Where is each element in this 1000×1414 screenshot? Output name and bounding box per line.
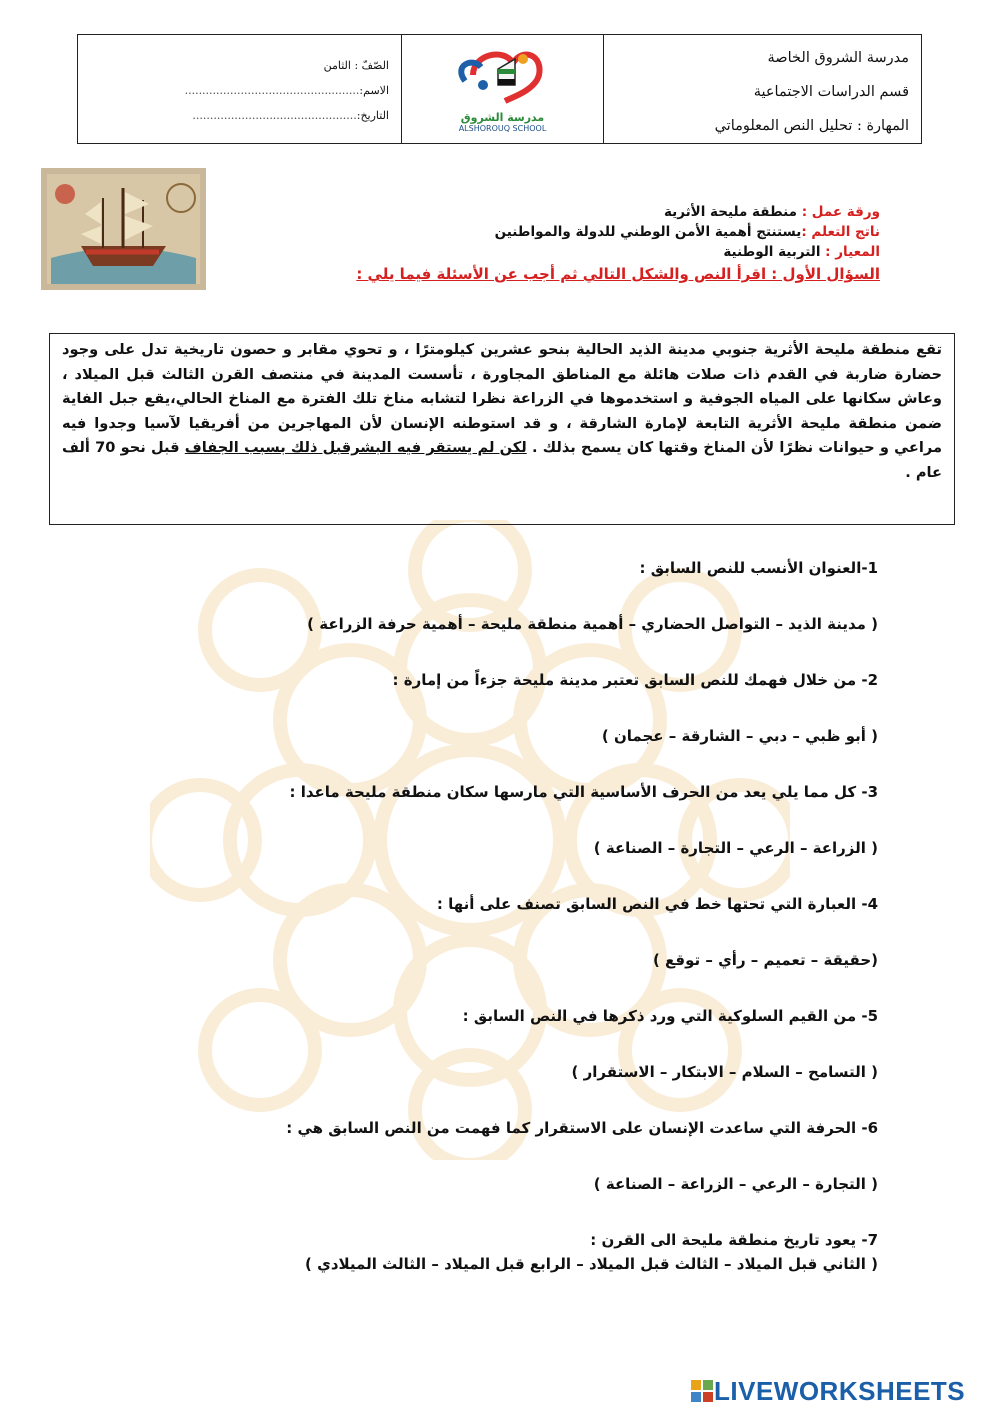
options-1[interactable]: ( مدينة الذيد – التواصل الحضاري – أهمية منطقة مليحة – أهمية حرفة الزراعة ): [307, 615, 878, 633]
liveworksheets-text: LIVEWORKSHEETS: [714, 1375, 966, 1406]
worksheet-label: ورقة عمل :: [801, 204, 880, 220]
outcome-label: ناتج التعلم :: [801, 224, 880, 240]
name-row: [78, 80, 389, 105]
options-5[interactable]: ( التسامح – السلام – الابتكار – الاستقرار ): [571, 1063, 878, 1081]
liveworksheets-brand[interactable]: [690, 1376, 990, 1406]
grade-label: الصّفّ : الثامن: [323, 59, 389, 72]
ship-book-image: [41, 168, 206, 290]
department-name: قسم الدراسات الاجتماعية: [753, 84, 909, 100]
question-6: 6- الحرفة التي ساعدت الإنسان على الاستقرار كما فهمت من النص السابق هي :: [286, 1119, 878, 1137]
question-3: 3- كل مما يلي يعد من الحرف الأساسية التي مارسها سكان منطقة مليحة ماعدا :: [289, 783, 878, 801]
standard-text: التربية الوطنية: [723, 244, 826, 260]
date-row: [78, 105, 389, 130]
question-one-heading: السؤال الأول : اقرأ النص والشكل التالي ثم أجب عن الأسئلة فيما يلي :: [356, 265, 880, 283]
question-4: 4- العبارة التي تحتها خط في النص السابق تصنف على أنها :: [436, 895, 878, 913]
question-5: 5- من القيم السلوكية التي ورد ذكرها في النص السابق :: [462, 1007, 878, 1025]
date-field[interactable]: ...............................................: [192, 109, 357, 122]
date-label: التاريخ:: [356, 109, 389, 122]
worksheet-title-row: [320, 202, 880, 222]
logo-english-text: ALSHOROUQ SCHOOL: [458, 124, 547, 133]
question-1: 1-العنوان الأنسب للنص السابق :: [639, 559, 878, 577]
worksheet-info: [320, 202, 880, 284]
school-info: [603, 35, 921, 143]
questions-list: [118, 556, 878, 1276]
options-3[interactable]: ( الزراعة – الرعي – التجارة – الصناعة ): [593, 839, 878, 857]
liveworksheets-logo-icon: [690, 1379, 714, 1403]
passage-underlined: لكن لم يستقر فيه البشرقبل ذلك بسبب الجفاف: [184, 439, 527, 456]
school-logo: [401, 35, 603, 143]
standard-label: المعيار :: [825, 244, 880, 260]
options-7[interactable]: ( الثاني قبل الميلاد – الثالث قبل الميلاد – الرابع قبل الميلاد – الثالث الميلادي ): [305, 1255, 878, 1273]
passage-text: تقع منطقة مليحة الأثرية جنوبي مدينة الذيد الحالية بنحو عشرين كيلومترًا ، و تحوي مقابر و حصون تاريخية تدل على وجود حضارة ضاربة في القدم ذات صلات هائلة مع المناطق المجاورة ، تأسست المدينة في منتصف القرن الثالث قبل الميلاد ، وعاش سكانها على المياه الجوفية و استخدموها في الزراعة نظرا لتشابه مناخ تلك الفترة مع المناخ الحالي،يقع جبل الفاية ضمن منطقة مليحة الأثرية التابعة لإمارة الشارقة ، و قد استوطنه الإنسان لأن المهاجرين من أفريقيا لآسيا وجدوا فيه مراعي و حيوانات نظرًا لأن المناخ وقتها كان يسمح بذلك .: [62, 341, 942, 456]
header-table: [77, 34, 922, 144]
options-2[interactable]: ( أبو ظبي – دبي – الشارقة – عجمان ): [601, 727, 878, 745]
skill-label: المهارة : تحليل النص المعلوماتي: [714, 118, 909, 134]
logo-arabic-text: مدرسة الشروق: [460, 111, 545, 124]
school-name: مدرسة الشروق الخاصة: [767, 50, 909, 66]
question-7: 7- يعود تاريخ منطقة مليحة الى القرن :: [590, 1231, 878, 1249]
standard-row: [320, 242, 880, 262]
options-6[interactable]: ( التجارة – الرعي – الزراعة – الصناعة ): [593, 1175, 878, 1193]
student-info: [78, 35, 401, 143]
reading-passage: [49, 333, 955, 525]
worksheet-title: منطقة مليحة الأثرية: [663, 204, 802, 220]
outcome-row: [320, 222, 880, 242]
name-label: الاسم:: [359, 84, 389, 97]
outcome-text: يستنتج أهمية الأمن الوطني للدولة والمواطنين: [494, 224, 802, 240]
options-4[interactable]: (حقيقة – تعميم – رأي – توقع ): [652, 951, 878, 969]
passage-ending: قبل نحو 70 ألف عام .: [62, 439, 942, 481]
question-2: 2- من خلال فهمك للنص السابق تعتبر مدينة مليحة جزءاً من إمارة :: [392, 671, 878, 689]
logo-icon: [443, 45, 563, 107]
name-field[interactable]: ..................................................: [184, 84, 360, 97]
